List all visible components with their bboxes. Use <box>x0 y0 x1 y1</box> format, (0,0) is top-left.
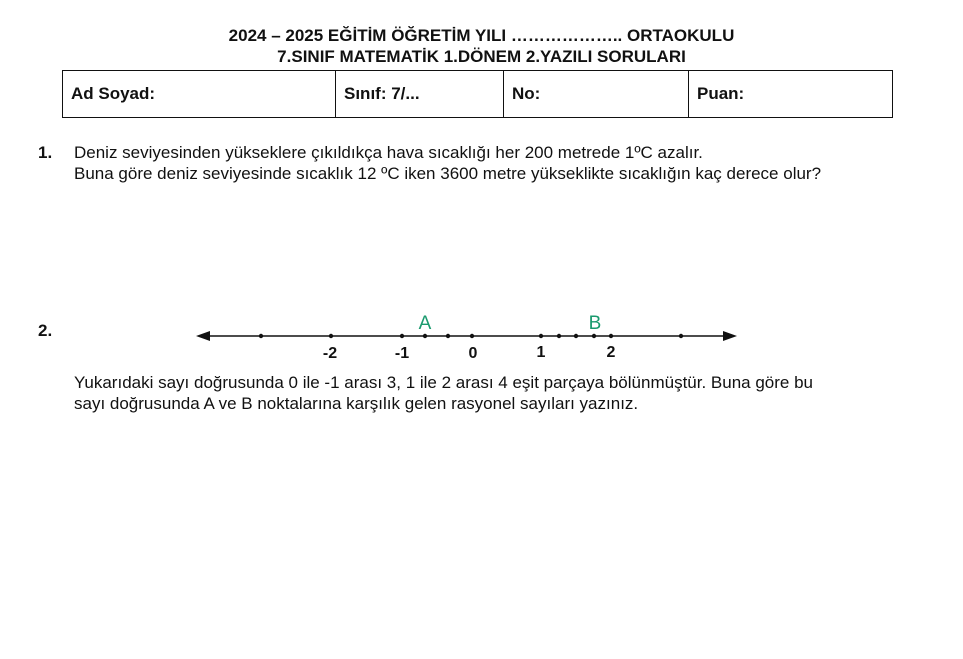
class-field[interactable]: Sınıf: 7/... <box>336 71 504 118</box>
number-field[interactable]: No: <box>504 71 689 118</box>
point-a-label: A <box>418 313 432 334</box>
tick-dot <box>329 334 333 338</box>
point-b-label: B <box>588 313 602 334</box>
tick-dot <box>400 334 404 338</box>
tick-dot <box>609 334 613 338</box>
right-arrow-icon <box>723 331 737 341</box>
number-line <box>0 300 963 370</box>
tick-label-0: 0 <box>468 345 478 362</box>
name-field[interactable]: Ad Soyad: <box>63 71 336 118</box>
question-1-text-line1: Deniz seviyesinden yükseklere çıkıldıkça hava sıcaklığı her 200 metrede 1ºC azalır. <box>74 143 703 162</box>
tick-label-neg1: -1 <box>394 345 410 362</box>
tick-dot <box>446 334 450 338</box>
tick-dot <box>259 334 263 338</box>
exam-title-line2: 7.SINIF MATEMATİK 1.DÖNEM 2.YAZILI SORULARI <box>277 47 686 66</box>
tick-label-neg2: -2 <box>322 345 338 362</box>
question-2-number: 2. <box>38 321 53 340</box>
left-arrow-icon <box>196 331 210 341</box>
student-info-table <box>62 70 893 118</box>
tick-label-1: 1 <box>536 344 546 361</box>
point-b-dot <box>592 334 596 338</box>
question-2-text-line1: Yukarıdaki sayı doğrusunda 0 ile -1 arası 3, 1 ile 2 arası 4 eşit parçaya bölünmüştür. Buna göre bu <box>74 373 813 392</box>
question-1-text-line2: Buna göre deniz seviyesinde sıcaklık 12 ºC iken 3600 metre yükseklikte sıcaklığın kaç derece olur? <box>74 164 822 183</box>
point-a-dot <box>423 334 427 338</box>
score-field[interactable]: Puan: <box>689 71 893 118</box>
student-info-row <box>63 71 893 118</box>
tick-dot <box>557 334 561 338</box>
tick-dot <box>539 334 543 338</box>
tick-label-2: 2 <box>606 344 616 361</box>
tick-dot <box>574 334 578 338</box>
tick-dot <box>470 334 474 338</box>
exam-title-line1: 2024 – 2025 EĞİTİM ÖĞRETİM YILI ……………….. ORTAOKULU <box>228 26 735 45</box>
question-2-text-line2: sayı doğrusunda A ve B noktalarına karşılık gelen rasyonel sayıları yazınız. <box>74 394 639 413</box>
question-1-number: 1. <box>38 143 53 162</box>
tick-dot <box>679 334 683 338</box>
